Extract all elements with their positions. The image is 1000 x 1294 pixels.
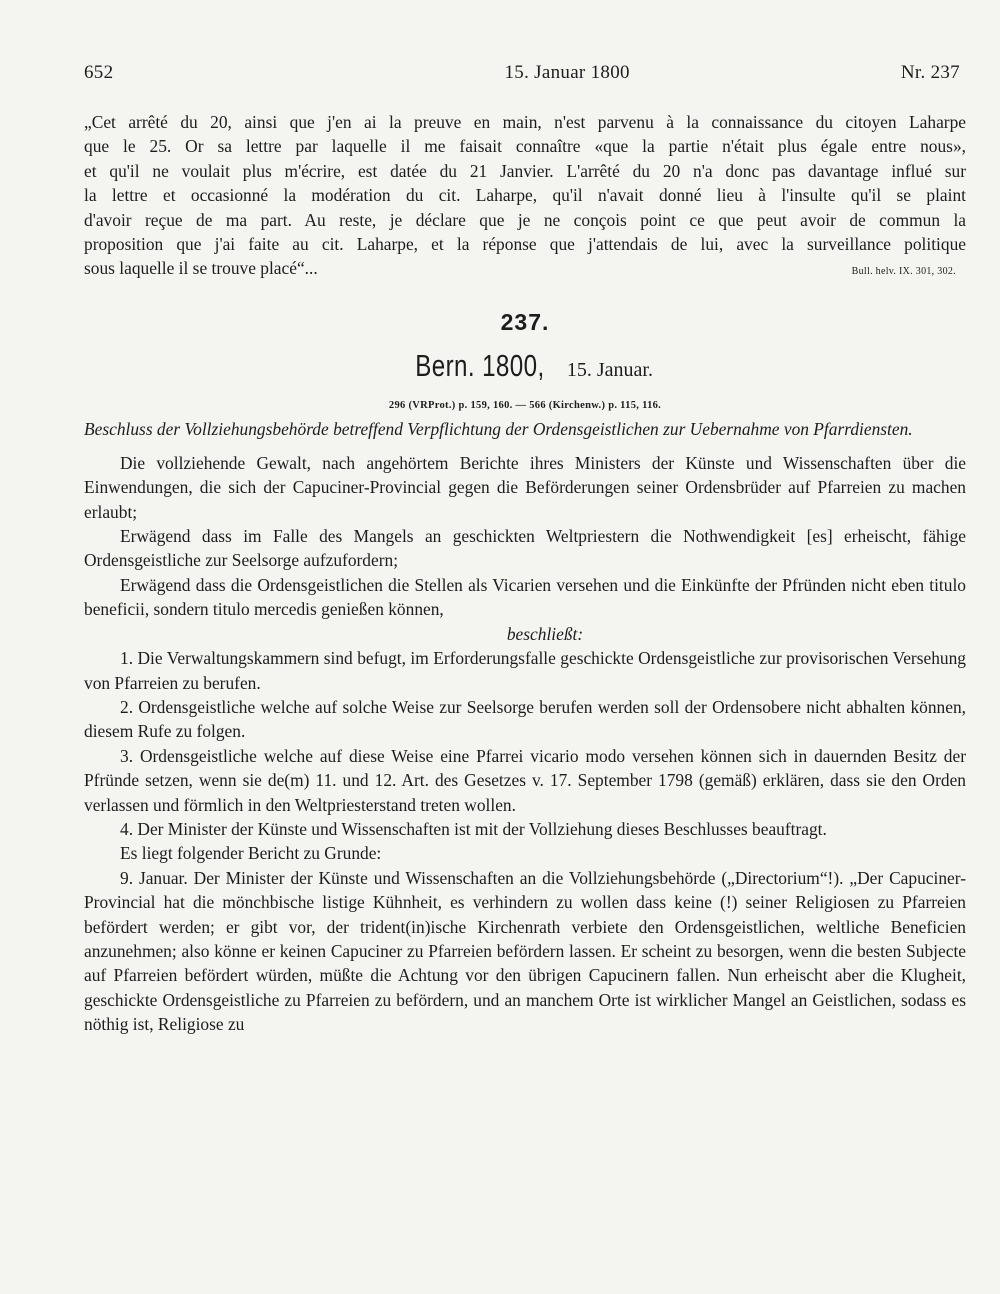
quote-line: que le 25. Or sa lettre par laquelle il me faisait connaître «que la partie n'était plus égale entre nous»,: [84, 136, 966, 157]
place-year: Bern. 1800,: [415, 347, 545, 383]
quote-line: la lettre et occasionné la modération du cit. Laharpe, qu'il n'avait donné lieu à l'insulte qu'il se plaint: [84, 185, 966, 206]
decree-consideration: Erwägend dass die Ordensgeistlichen die Stellen als Vicarien versehen und die Einkünfte der Pfründen nicht eben titulo beneficii, sondern titulo mercedis genießen können,: [84, 574, 966, 620]
decree-article: 1. Die Verwaltungskammern sind befugt, im Erforderungsfalle geschickte Ordensgeistliche zur provisorischen Versehung von Pfarreien zu berufen.: [84, 648, 966, 693]
archival-sources: 296 (VRProt.) p. 159, 160. — 566 (Kirchenw.) p. 115, 116.: [388, 399, 662, 411]
report-intro: Es liegt folgender Bericht zu Grunde:: [120, 843, 382, 864]
day-month: 15. Januar.: [566, 358, 653, 381]
ministerial-report: 9. Januar. Der Minister der Künste und Wissenschaften an die Vollziehungsbehörde („Directorium“!). „Der Capuciner-Provincial hat die mönchbische listige Kühnheit, es verhindern zu wollen dass keine (!) seiner Religiosen zu Pfarreien befördert werden; er gibt vor, der trident(in)ische Kirchenrath verbiete den Ordensgeistlichen, weltliche Beneficien anzunehmen; also könne er keinen Capuciner zu Pfarreien befördern lassen. Er scheint zu besorgen, wenn die besten Subjecte auf Pfarreien befördert würden, müßte die Achtung vor den übrigen Capucinern fallen. Nun erheischt aber die Klugheit, geschickte Ordensgeistliche zu Pfarreien zu befördern, und an manchem Orte ist wirklicher Mangel an Geistlichen, sodass es nöthig ist, Religiose zu: [84, 867, 966, 1035]
quote-line: proposition que j'ai faite au cit. Laharpe, et la réponse que j'attendais de lui, avec la surveillance politique: [84, 234, 966, 255]
bulletin-reference: Bull. helv. IX. 301, 302.: [851, 266, 956, 278]
document-number: 237.: [500, 308, 550, 335]
quote-line: „Cet arrêté du 20, ainsi que j'en ai la preuve en main, n'est parvenu à la connaissance du citoyen Laharpe: [84, 112, 966, 132]
quote-line: d'avoir reçue de ma part. Au reste, je déclare que je ne conçois point ce que peut avoir de commun la: [84, 209, 966, 230]
quote-line: et qu'il ne voulait plus m'écrire, est datée du 21 Janvier. L'arrêté du 20 n'a donc pas davantage influé sur: [84, 160, 966, 181]
header-doc-ref: Nr. 237: [900, 62, 960, 83]
decree-article: 3. Ordensgeistliche welche auf diese Weise eine Pfarrei vicario modo versehen können sich in dauernden Besitz der Pfründe setzen, wenn sie de(m) 11. und 12. Art. des Gesetzes v. 17. September 1798 (gemäß) erklären, dass sie den Orden verlassen und förmlich in den Weltpriesterstand treten wollen.: [84, 745, 966, 815]
running-head: [84, 62, 966, 84]
header-date: 15. Januar 1800: [504, 62, 630, 83]
page-number: 652: [84, 62, 114, 83]
quoted-letter: [84, 110, 966, 285]
decree-body: [84, 451, 966, 1037]
quote-last-line: [84, 256, 966, 284]
decree-article: 2. Ordensgeistliche welche auf solche Weise zur Seelsorge berufen werden soll der Ordensobere nicht abhalten können, diesem Rufe zu folgen.: [84, 696, 966, 742]
decree-intro: Die vollziehende Gewalt, nach angehörtem Berichte ihres Ministers der Künste und Wissenschaften über die Einwendungen, die sich der Capuciner-Provincial gegen die Beförderungen seiner Ordensbrüder auf Pfarreien zu machen erlaubt;: [84, 452, 966, 522]
resolves-heading: beschließt:: [506, 623, 584, 644]
document-summary: Beschluss der Vollziehungsbehörde betreffend Verpflichtung der Ordensgeistlichen zur Uebernahme von Pfarrdiensten.: [84, 418, 913, 439]
decree-consideration: Erwägend dass im Falle des Mangels an geschickten Weltpriestern die Nothwendigkeit [es] erheischt, fähige Ordensgeistliche zur Seelsorge aufzufordern;: [84, 526, 966, 571]
quote-line: sous laquelle il se trouve placé“...: [84, 258, 318, 279]
decree-article: 4. Der Minister der Künste und Wissenschaften ist mit der Vollziehung dieses Beschlusses beauftragt.: [120, 818, 827, 839]
place-date-heading: [84, 348, 966, 384]
